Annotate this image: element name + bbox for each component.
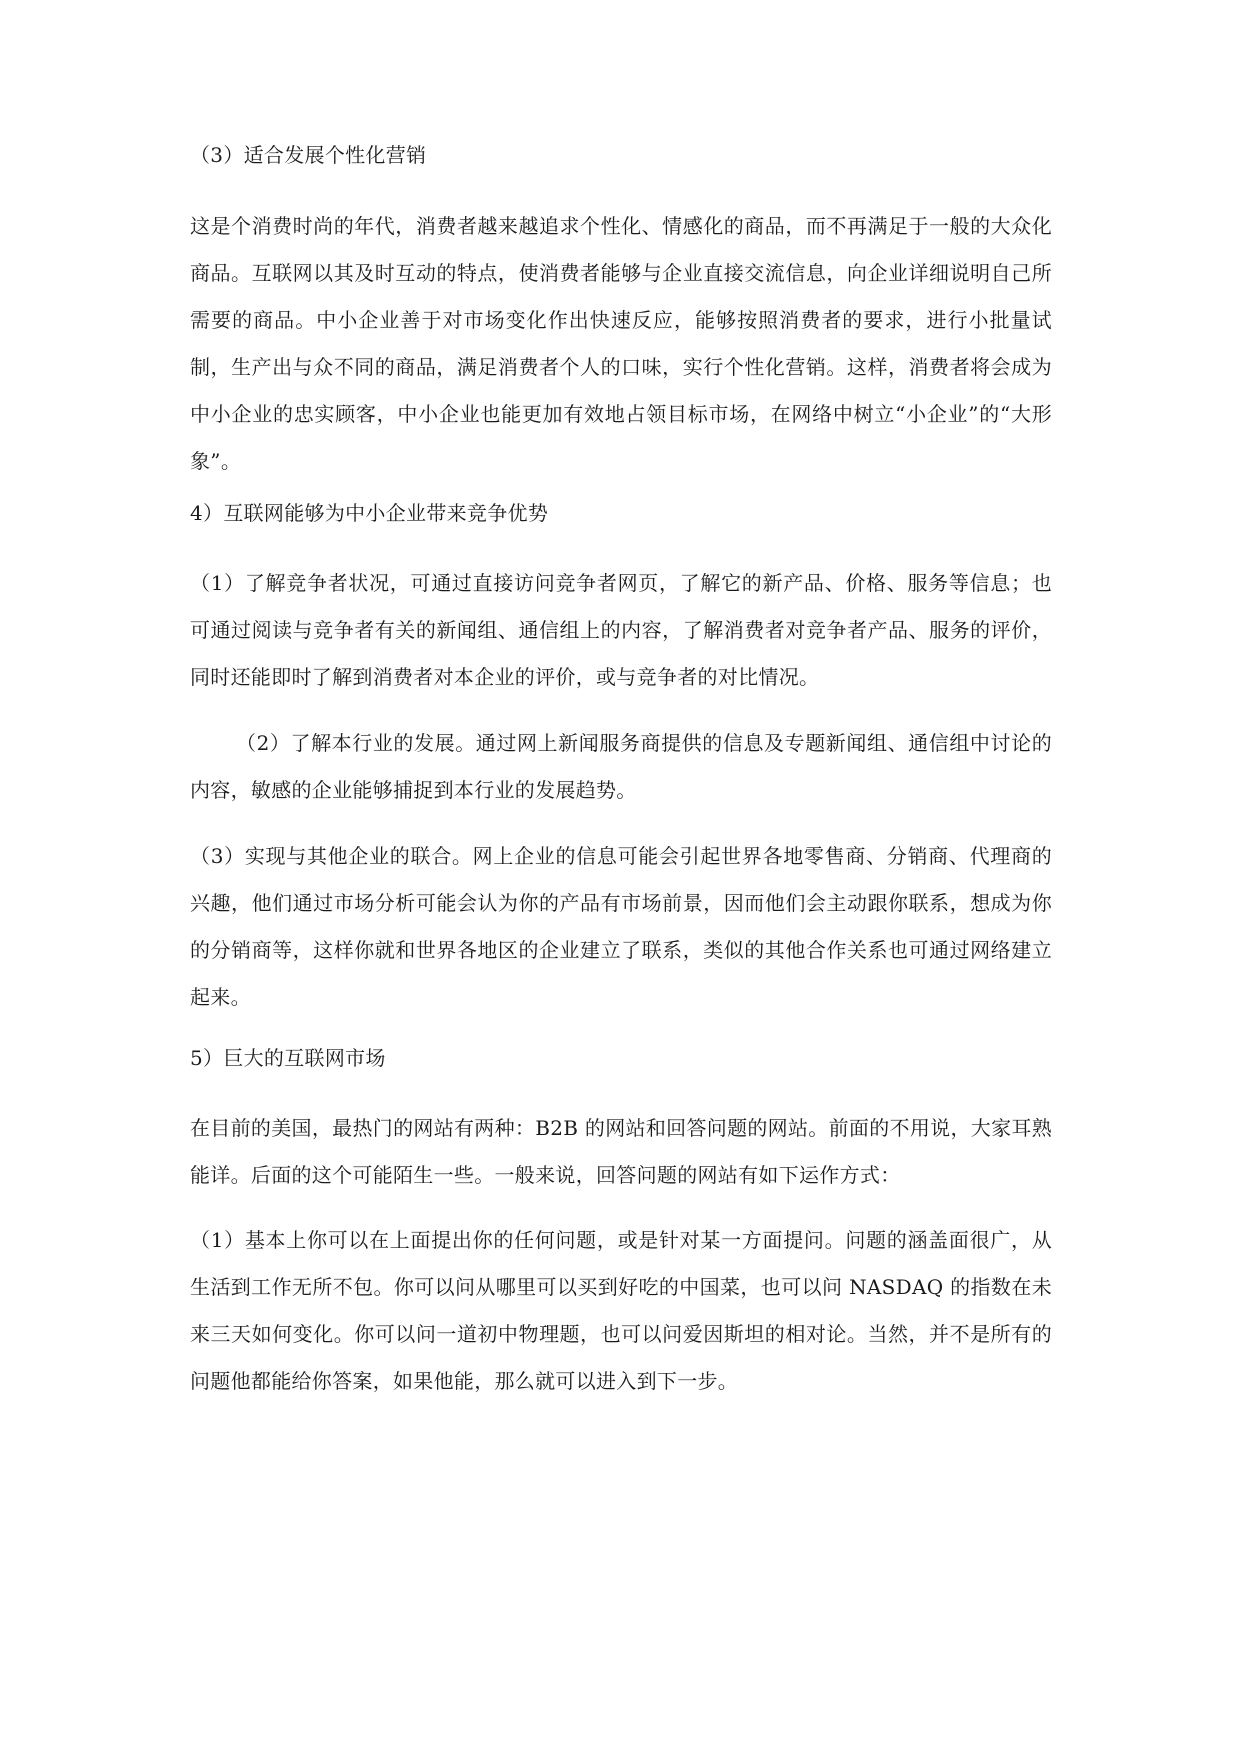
paragraph-personalized-marketing: 这是个消费时尚的年代，消费者越来越追求个性化、情感化的商品，而不再满足于一般的大众化商品。互联网以其及时互动的特点，使消费者能够与企业直接交流信息，向企业详细说明自己所需要的商品。中小企业善于对市场变化作出快速反应，能够按照消费者的要求，进行小批量试制，生产出与众不同的商品，满足消费者个人的口味，实行个性化营销。这样，消费者将会成为中小企业的忠实顾客，中小企业也能更加有效地占领目标市场，在网络中树立“小企业”的“大形象”。 bbox=[190, 214, 1052, 473]
paragraph-popular-sites: 在目前的美国，最热门的网站有两种：B2B 的网站和回答问题的网站。前面的不用说，大家耳熟能详。后面的这个可能陌生一些。一般来说，回答问题的网站有如下运作方式： bbox=[190, 1116, 1052, 1187]
section-heading-competitive-advantage: 4）互联网能够为中小企业带来竞争优势 bbox=[190, 501, 549, 525]
paragraph-competitors: （1）了解竞争者状况，可通过直接访问竞争者网页，了解它的新产品、价格、服务等信息；也可通过阅读与竞争者有关的新闻组、通信组上的内容，了解消费者对竞争者产品、服务的评价，同时还能即时了解到消费者对本企业的评价，或与竞争者的对比情况。 bbox=[190, 571, 1052, 689]
paragraph-industry-development: （2）了解本行业的发展。通过网上新闻服务商提供的信息及专题新闻组、通信组中讨论的内容，敏感的企业能够捕捉到本行业的发展趋势。 bbox=[190, 731, 1052, 802]
section-heading-internet-market: 5）巨大的互联网市场 bbox=[190, 1046, 386, 1070]
paragraph-alliances: （3）实现与其他企业的联合。网上企业的信息可能会引起世界各地零售商、分销商、代理商的兴趣，他们通过市场分析可能会认为你的产品有市场前景，因而他们会主动跟你联系，想成为你的分销商等，这样你就和世界各地区的企业建立了联系，类似的其他合作关系也可通过网络建立起来。 bbox=[190, 844, 1052, 1009]
section-heading-personalized-marketing: （3）适合发展个性化营销 bbox=[190, 143, 427, 167]
paragraph-ask-questions: （1）基本上你可以在上面提出你的任何问题，或是针对某一方面提问。问题的涵盖面很广，从生活到工作无所不包。你可以问从哪里可以买到好吃的中国菜，也可以问 NASDAQ 的指数在未来三天如何变化。你可以问一道初中物理题，也可以问爱因斯坦的相对论。当然，并不是所有的问题他都能给你答案，如果他能，那么就可以进入到下一步。 bbox=[190, 1228, 1052, 1393]
